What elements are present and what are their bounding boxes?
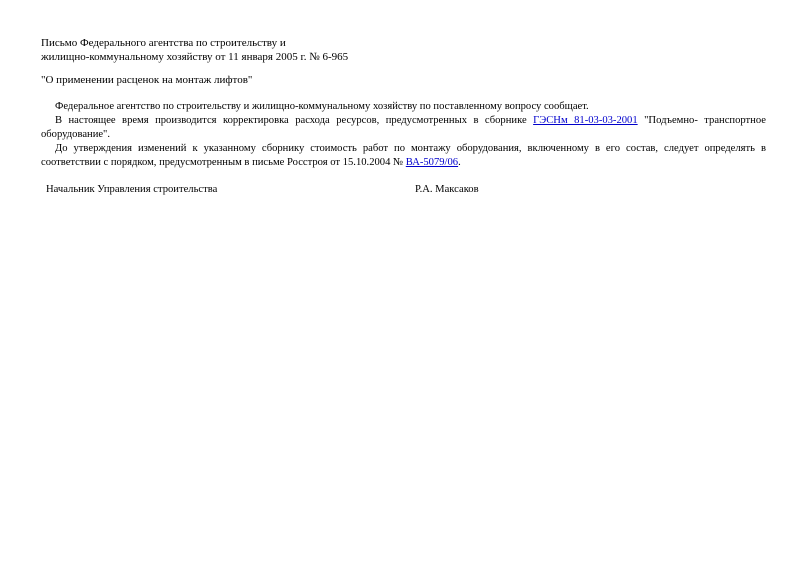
header-line-1: Письмо Федерального агентства по строительству и xyxy=(41,37,286,49)
header-line-2: жилищно-коммунальному хозяйству от 11 января 2005 г. № 6-965 xyxy=(41,51,349,63)
signatory-position: Начальник Управления строительства xyxy=(46,184,218,195)
gesnm-collection-link[interactable]: ГЭСНм 81-03-03-2001 xyxy=(533,115,638,126)
body-paragraph-1: Федеральное агентство по строительству и жилищно-коммунальному хозяйству по поставленному вопросу сообщает. xyxy=(55,101,589,112)
body-paragraph-2-text-after: "Подъемно- транспортное оборудование". xyxy=(41,115,766,140)
letter-header xyxy=(41,36,441,64)
body-paragraph-3 xyxy=(41,142,766,170)
body-paragraph-2 xyxy=(41,114,766,142)
letter-body xyxy=(41,100,766,170)
body-paragraph-2-text-before: В настоящее время производится корректировка расхода ресурсов, предусмотренных в сборнике xyxy=(55,115,534,126)
signatory-name: Р.А. Максаков xyxy=(415,184,479,195)
body-paragraph-3-text-after: . xyxy=(458,157,461,168)
body-paragraph-3-text-before: До утверждения изменений к указанному сборнику стоимость работ по монтажу оборудования, включенному в его состав, следует определять в соответствии с порядком, предусмотренным в письме Росстроя от 15.10.2004 № xyxy=(41,143,766,168)
rosstroy-letter-link[interactable]: ВА-5079/06 xyxy=(405,157,459,168)
letter-subject: "О применении расценок на монтаж лифтов" xyxy=(41,74,253,86)
